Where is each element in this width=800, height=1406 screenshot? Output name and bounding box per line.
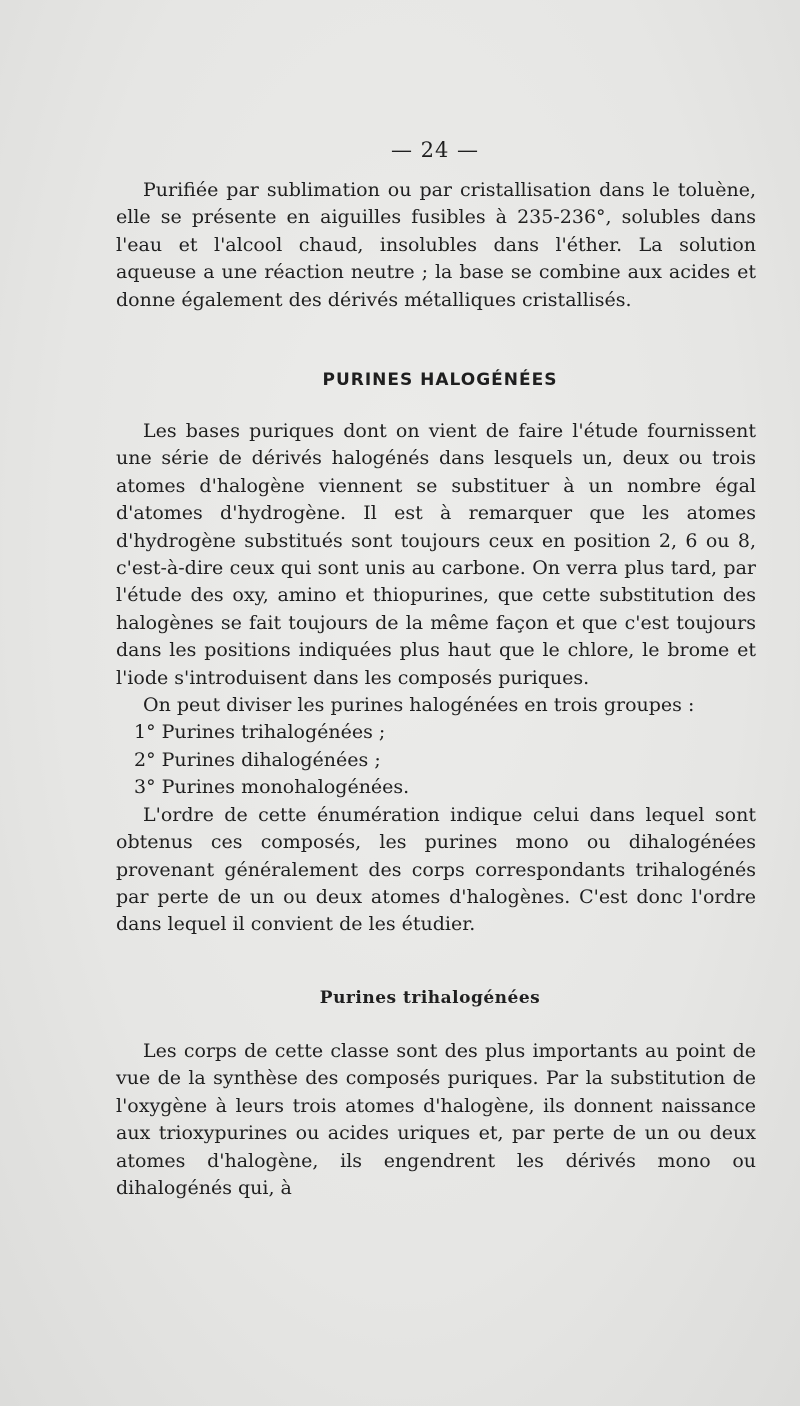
section-paragraph-3: L'ordre de cette énumération indique celui dans lequel sont obtenus ces composés, les purines mono ou dihalogénées provenant généralement des corps correspondants trihalogénés par perte de un ou deux atomes d'halogènes. C'est donc l'ordre dans lequel il convient de les étudier. <box>116 803 756 936</box>
section-paragraph-2: On peut diviser les purines halogénées en trois groupes : <box>143 694 695 717</box>
subsection-heading: Purines trihalogénées <box>319 988 541 1008</box>
page-number: — 24 — <box>390 138 480 162</box>
subsection-paragraph: Les corps de cette classe sont des plus importants au point de vue de la synthèse des composés puriques. Par la substitution de l'oxygène à leurs trois atomes d'halogène, ils donnent naissance aux trioxypurines ou acides uriques et, par perte de un ou deux atomes d'halogène, ils engendrent les dérivés mono ou dihalogénés qui, à <box>116 1040 756 1200</box>
group-item-1: 1° Purines trihalogénées ; <box>134 721 386 744</box>
subsection-body <box>116 1038 756 1202</box>
group-item-3: 3° Purines monohalogénées. <box>134 776 410 799</box>
intro-block <box>116 177 756 314</box>
intro-paragraph: Purifiée par sublimation ou par cristallisation dans le toluène, elle se présente en aiguilles fusibles à 235-236°, solubles dans l'eau et l'alcool chaud, insolubles dans l'éther. La solution aqueuse a une réaction neutre ; la base se combine aux acides et donne également des dérivés métalliques cristallisés. <box>116 179 756 311</box>
group-item-2: 2° Purines dihalogénées ; <box>134 748 381 771</box>
section-heading: PURINES HALOGÉNÉES <box>322 370 558 390</box>
section-body <box>116 418 756 939</box>
section-paragraph-1: Les bases puriques dont on vient de faire l'étude fournissent une série de dérivés halogénés dans lesquels un, deux ou trois atomes d'halogène viennent se substituer à un nombre égal d'atomes d'hydrogène. Il est à remarquer que les atomes d'hydrogène substitués sont toujours ceux en position 2, 6 ou 8, c'est-à-dire ceux qui sont unis au carbone. On verra plus tard, par l'étude des oxy, amino et thiopurines, que cette substitution des halogènes se fait toujours de la même façon et que c'est toujours dans les positions indiquées plus haut que le chlore, le brome et l'iode s'introduisent dans les composés puriques. <box>116 420 756 689</box>
